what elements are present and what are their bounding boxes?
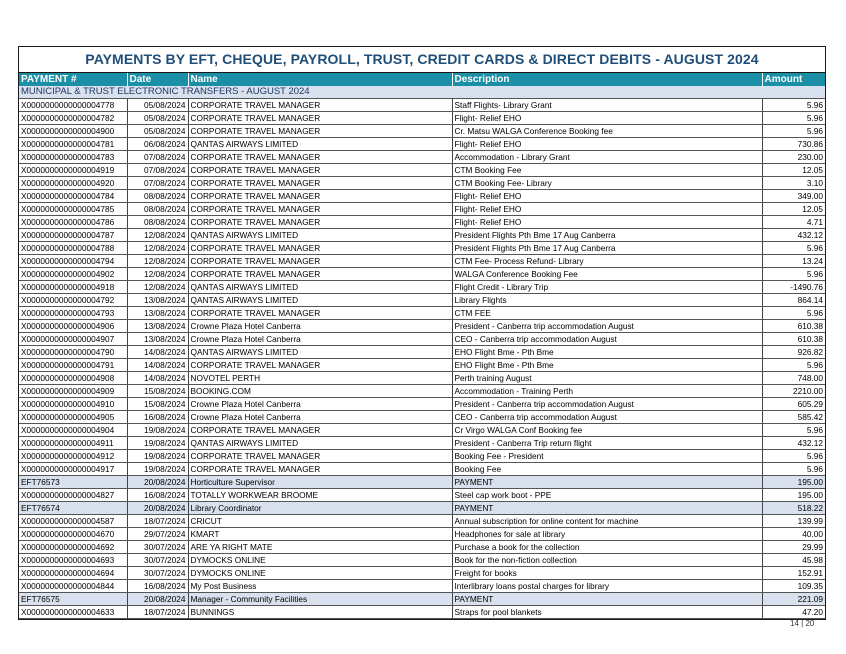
table-row xyxy=(19,268,825,281)
amount-cell: 5.96 xyxy=(762,112,825,125)
description-cell: CTM FEE xyxy=(452,307,762,320)
payee-name-cell: CORPORATE TRAVEL MANAGER xyxy=(188,255,452,268)
col-header-name: Name xyxy=(188,73,452,86)
description-cell: CEO - Canberra trip accommodation August xyxy=(452,411,762,424)
description-cell: Freight for books xyxy=(452,567,762,580)
description-cell: President - Canberra trip accommodation August xyxy=(452,320,762,333)
table-row xyxy=(19,164,825,177)
payments-report xyxy=(18,46,826,620)
payee-name-cell: BOOKING.COM xyxy=(188,385,452,398)
table-row xyxy=(19,372,825,385)
table-row xyxy=(19,541,825,554)
payee-name-cell: CORPORATE TRAVEL MANAGER xyxy=(188,450,452,463)
payee-name-cell: TOTALLY WORKWEAR BROOME xyxy=(188,489,452,502)
amount-cell: 12.05 xyxy=(762,164,825,177)
payment-number-cell: X0000000000000004790 xyxy=(19,346,127,359)
payment-number-cell: X0000000000000004918 xyxy=(19,281,127,294)
date-cell: 12/08/2024 xyxy=(127,268,188,281)
payee-name-cell: Crowne Plaza Hotel Canberra xyxy=(188,333,452,346)
amount-cell: 40.00 xyxy=(762,528,825,541)
description-cell: Interlibrary loans postal charges for library xyxy=(452,580,762,593)
amount-cell: 605.29 xyxy=(762,398,825,411)
payee-name-cell: QANTAS AIRWAYS LIMITED xyxy=(188,138,452,151)
payment-number-cell: X0000000000000004910 xyxy=(19,398,127,411)
payee-name-cell: CORPORATE TRAVEL MANAGER xyxy=(188,125,452,138)
page-separator: | xyxy=(801,619,804,628)
payment-number-cell: X0000000000000004907 xyxy=(19,333,127,346)
payment-number-cell: EFT76574 xyxy=(19,502,127,515)
date-cell: 08/08/2024 xyxy=(127,190,188,203)
payment-number-cell: X0000000000000004902 xyxy=(19,268,127,281)
amount-cell: 5.96 xyxy=(762,307,825,320)
payee-name-cell: CRICUT xyxy=(188,515,452,528)
date-cell: 13/08/2024 xyxy=(127,320,188,333)
payment-number-cell: X0000000000000004917 xyxy=(19,463,127,476)
description-cell: Perth training August xyxy=(452,372,762,385)
table-row xyxy=(19,151,825,164)
description-cell: CTM Booking Fee xyxy=(452,164,762,177)
payee-name-cell: CORPORATE TRAVEL MANAGER xyxy=(188,177,452,190)
payment-number-cell: X0000000000000004794 xyxy=(19,255,127,268)
payment-number-cell: X0000000000000004782 xyxy=(19,112,127,125)
payee-name-cell: CORPORATE TRAVEL MANAGER xyxy=(188,190,452,203)
table-row xyxy=(19,229,825,242)
payee-name-cell: QANTAS AIRWAYS LIMITED xyxy=(188,294,452,307)
date-cell: 19/08/2024 xyxy=(127,450,188,463)
payee-name-cell: Manager - Community Facilities xyxy=(188,593,452,606)
payee-name-cell: Horticulture Supervisor xyxy=(188,476,452,489)
payment-number-cell: X0000000000000004787 xyxy=(19,229,127,242)
col-header-description: Description xyxy=(452,73,762,86)
table-row xyxy=(19,424,825,437)
eft-payment-row xyxy=(19,593,825,606)
payee-name-cell: CORPORATE TRAVEL MANAGER xyxy=(188,99,452,112)
description-cell: President - Canberra trip accommodation August xyxy=(452,398,762,411)
payee-name-cell: CORPORATE TRAVEL MANAGER xyxy=(188,268,452,281)
description-cell: Flight- Relief EHO xyxy=(452,112,762,125)
table-row xyxy=(19,320,825,333)
date-cell: 13/08/2024 xyxy=(127,307,188,320)
payee-name-cell: BUNNINGS xyxy=(188,606,452,619)
amount-cell: 221.09 xyxy=(762,593,825,606)
amount-cell: 5.96 xyxy=(762,463,825,476)
payment-number-cell: EFT76573 xyxy=(19,476,127,489)
amount-cell: 926.82 xyxy=(762,346,825,359)
table-row xyxy=(19,515,825,528)
table-row xyxy=(19,138,825,151)
payment-number-cell: X0000000000000004909 xyxy=(19,385,127,398)
payment-number-cell: X0000000000000004670 xyxy=(19,528,127,541)
date-cell: 16/08/2024 xyxy=(127,489,188,502)
payee-name-cell: QANTAS AIRWAYS LIMITED xyxy=(188,437,452,450)
description-cell: President Flights Pth Bme 17 Aug Canberra xyxy=(452,229,762,242)
description-cell: Flight- Relief EHO xyxy=(452,190,762,203)
amount-cell: 5.96 xyxy=(762,424,825,437)
description-cell: Accommodation - Library Grant xyxy=(452,151,762,164)
date-cell: 05/08/2024 xyxy=(127,125,188,138)
table-row xyxy=(19,255,825,268)
table-row xyxy=(19,359,825,372)
amount-cell: 230.00 xyxy=(762,151,825,164)
date-cell: 15/08/2024 xyxy=(127,385,188,398)
amount-cell: 5.96 xyxy=(762,125,825,138)
payment-number-cell: X0000000000000004784 xyxy=(19,190,127,203)
table-row xyxy=(19,580,825,593)
payee-name-cell: My Post Business xyxy=(188,580,452,593)
payee-name-cell: CORPORATE TRAVEL MANAGER xyxy=(188,203,452,216)
description-cell: Accommodation - Training Perth xyxy=(452,385,762,398)
table-row xyxy=(19,411,825,424)
payee-name-cell: CORPORATE TRAVEL MANAGER xyxy=(188,307,452,320)
section-header-row xyxy=(19,86,825,99)
table-row xyxy=(19,528,825,541)
description-cell: Cr Virgo WALGA Conf Booking fee xyxy=(452,424,762,437)
payee-name-cell: DYMOCKS ONLINE xyxy=(188,567,452,580)
page-number: 14 xyxy=(790,619,799,628)
payments-table xyxy=(19,73,825,619)
date-cell: 16/08/2024 xyxy=(127,580,188,593)
amount-cell: 585.42 xyxy=(762,411,825,424)
description-cell: Flight- Relief EHO xyxy=(452,138,762,151)
amount-cell: -1490.76 xyxy=(762,281,825,294)
page-footer xyxy=(790,619,814,628)
payment-number-cell: X0000000000000004781 xyxy=(19,138,127,151)
table-row xyxy=(19,437,825,450)
report-title: PAYMENTS BY EFT, CHEQUE, PAYROLL, TRUST, CREDIT CARDS & DIRECT DEBITS - AUGUST 2024 xyxy=(19,47,825,73)
description-cell: Staff Flights- Library Grant xyxy=(452,99,762,112)
description-cell: Library Flights xyxy=(452,294,762,307)
amount-cell: 3.10 xyxy=(762,177,825,190)
amount-cell: 12.05 xyxy=(762,203,825,216)
table-row xyxy=(19,177,825,190)
date-cell: 12/08/2024 xyxy=(127,242,188,255)
payment-number-cell: X0000000000000004693 xyxy=(19,554,127,567)
date-cell: 30/07/2024 xyxy=(127,567,188,580)
date-cell: 05/08/2024 xyxy=(127,99,188,112)
description-cell: EHO Flight Bme - Pth Bme xyxy=(452,346,762,359)
description-cell: Booking Fee - President xyxy=(452,450,762,463)
date-cell: 18/07/2024 xyxy=(127,515,188,528)
amount-cell: 13.24 xyxy=(762,255,825,268)
date-cell: 18/07/2024 xyxy=(127,606,188,619)
amount-cell: 349.00 xyxy=(762,190,825,203)
description-cell: Flight Credit - Library Trip xyxy=(452,281,762,294)
payee-name-cell: ARE YA RIGHT MATE xyxy=(188,541,452,554)
payment-number-cell: X0000000000000004912 xyxy=(19,450,127,463)
description-cell: President Flights Pth Bme 17 Aug Canberra xyxy=(452,242,762,255)
date-cell: 16/08/2024 xyxy=(127,411,188,424)
date-cell: 07/08/2024 xyxy=(127,151,188,164)
table-row xyxy=(19,346,825,359)
date-cell: 14/08/2024 xyxy=(127,346,188,359)
payment-number-cell: X0000000000000004793 xyxy=(19,307,127,320)
col-header-date: Date xyxy=(127,73,188,86)
date-cell: 13/08/2024 xyxy=(127,294,188,307)
amount-cell: 47.20 xyxy=(762,606,825,619)
payee-name-cell: CORPORATE TRAVEL MANAGER xyxy=(188,164,452,177)
payee-name-cell: CORPORATE TRAVEL MANAGER xyxy=(188,359,452,372)
table-row xyxy=(19,385,825,398)
payment-number-cell: X0000000000000004844 xyxy=(19,580,127,593)
payee-name-cell: Crowne Plaza Hotel Canberra xyxy=(188,411,452,424)
amount-cell: 864.14 xyxy=(762,294,825,307)
payee-name-cell: CORPORATE TRAVEL MANAGER xyxy=(188,424,452,437)
payment-number-cell: X0000000000000004904 xyxy=(19,424,127,437)
payee-name-cell: Library Coordinator xyxy=(188,502,452,515)
table-row xyxy=(19,99,825,112)
amount-cell: 195.00 xyxy=(762,476,825,489)
payment-number-cell: X0000000000000004692 xyxy=(19,541,127,554)
table-row xyxy=(19,216,825,229)
description-cell: CTM Fee- Process Refund- Library xyxy=(452,255,762,268)
table-row xyxy=(19,489,825,502)
description-cell: Headphones for sale at library xyxy=(452,528,762,541)
date-cell: 19/08/2024 xyxy=(127,437,188,450)
payment-number-cell: EFT76575 xyxy=(19,593,127,606)
table-row xyxy=(19,606,825,619)
description-cell: WALGA Conference Booking Fee xyxy=(452,268,762,281)
description-cell: Flight- Relief EHO xyxy=(452,203,762,216)
table-row xyxy=(19,567,825,580)
table-row xyxy=(19,450,825,463)
date-cell: 20/08/2024 xyxy=(127,502,188,515)
description-cell: Steel cap work boot - PPE xyxy=(452,489,762,502)
payment-number-cell: X0000000000000004786 xyxy=(19,216,127,229)
date-cell: 07/08/2024 xyxy=(127,177,188,190)
amount-cell: 5.96 xyxy=(762,359,825,372)
payee-name-cell: CORPORATE TRAVEL MANAGER xyxy=(188,151,452,164)
amount-cell: 5.96 xyxy=(762,450,825,463)
amount-cell: 45.98 xyxy=(762,554,825,567)
table-row xyxy=(19,281,825,294)
payment-number-cell: X0000000000000004694 xyxy=(19,567,127,580)
payment-number-cell: X0000000000000004785 xyxy=(19,203,127,216)
description-cell: Cr. Matsu WALGA Conference Booking fee xyxy=(452,125,762,138)
description-cell: Book for the non-fiction collection xyxy=(452,554,762,567)
eft-payment-row xyxy=(19,502,825,515)
table-row xyxy=(19,125,825,138)
amount-cell: 730.86 xyxy=(762,138,825,151)
amount-cell: 2210.00 xyxy=(762,385,825,398)
payee-name-cell: KMART xyxy=(188,528,452,541)
amount-cell: 109.35 xyxy=(762,580,825,593)
date-cell: 07/08/2024 xyxy=(127,164,188,177)
table-row xyxy=(19,307,825,320)
col-header-amount: Amount xyxy=(762,73,825,86)
date-cell: 15/08/2024 xyxy=(127,398,188,411)
date-cell: 05/08/2024 xyxy=(127,112,188,125)
description-cell: Booking Fee xyxy=(452,463,762,476)
table-row xyxy=(19,398,825,411)
page-total: 20 xyxy=(805,619,815,628)
date-cell: 20/08/2024 xyxy=(127,476,188,489)
date-cell: 12/08/2024 xyxy=(127,255,188,268)
table-row xyxy=(19,294,825,307)
date-cell: 06/08/2024 xyxy=(127,138,188,151)
amount-cell: 610.38 xyxy=(762,333,825,346)
table-row xyxy=(19,333,825,346)
payment-number-cell: X0000000000000004791 xyxy=(19,359,127,372)
table-row xyxy=(19,242,825,255)
date-cell: 30/07/2024 xyxy=(127,554,188,567)
date-cell: 08/08/2024 xyxy=(127,216,188,229)
payee-name-cell: QANTAS AIRWAYS LIMITED xyxy=(188,281,452,294)
amount-cell: 152.91 xyxy=(762,567,825,580)
payment-number-cell: X0000000000000004920 xyxy=(19,177,127,190)
description-cell: Straps for pool blankets xyxy=(452,606,762,619)
amount-cell: 610.38 xyxy=(762,320,825,333)
description-cell: Flight- Relief EHO xyxy=(452,216,762,229)
payee-name-cell: Crowne Plaza Hotel Canberra xyxy=(188,398,452,411)
description-cell: CEO - Canberra trip accommodation August xyxy=(452,333,762,346)
payee-name-cell: Crowne Plaza Hotel Canberra xyxy=(188,320,452,333)
payment-number-cell: X0000000000000004905 xyxy=(19,411,127,424)
payment-number-cell: X0000000000000004778 xyxy=(19,99,127,112)
payee-name-cell: CORPORATE TRAVEL MANAGER xyxy=(188,242,452,255)
eft-payment-row xyxy=(19,476,825,489)
amount-cell: 5.96 xyxy=(762,99,825,112)
section-title: MUNICIPAL & TRUST ELECTRONIC TRANSFERS - AUGUST 2024 xyxy=(19,86,825,99)
payee-name-cell: QANTAS AIRWAYS LIMITED xyxy=(188,229,452,242)
payee-name-cell: CORPORATE TRAVEL MANAGER xyxy=(188,112,452,125)
payment-number-cell: X0000000000000004788 xyxy=(19,242,127,255)
date-cell: 29/07/2024 xyxy=(127,528,188,541)
amount-cell: 432.12 xyxy=(762,437,825,450)
date-cell: 30/07/2024 xyxy=(127,541,188,554)
table-row xyxy=(19,203,825,216)
description-cell: President - Canberra Trip return flight xyxy=(452,437,762,450)
payee-name-cell: NOVOTEL PERTH xyxy=(188,372,452,385)
date-cell: 08/08/2024 xyxy=(127,203,188,216)
description-cell: PAYMENT xyxy=(452,502,762,515)
amount-cell: 432.12 xyxy=(762,229,825,242)
amount-cell: 5.96 xyxy=(762,242,825,255)
date-cell: 12/08/2024 xyxy=(127,229,188,242)
payment-number-cell: X0000000000000004792 xyxy=(19,294,127,307)
table-row xyxy=(19,112,825,125)
description-cell: CTM Booking Fee- Library xyxy=(452,177,762,190)
table-row xyxy=(19,190,825,203)
table-row xyxy=(19,554,825,567)
description-cell: Purchase a book for the collection xyxy=(452,541,762,554)
amount-cell: 195.00 xyxy=(762,489,825,502)
payment-number-cell: X0000000000000004633 xyxy=(19,606,127,619)
description-cell: EHO Flight Bme - Pth Bme xyxy=(452,359,762,372)
payment-number-cell: X0000000000000004919 xyxy=(19,164,127,177)
payment-number-cell: X0000000000000004827 xyxy=(19,489,127,502)
amount-cell: 4.71 xyxy=(762,216,825,229)
date-cell: 19/08/2024 xyxy=(127,424,188,437)
date-cell: 19/08/2024 xyxy=(127,463,188,476)
col-header-payment: PAYMENT # xyxy=(19,73,127,86)
amount-cell: 5.96 xyxy=(762,268,825,281)
payee-name-cell: QANTAS AIRWAYS LIMITED xyxy=(188,346,452,359)
description-cell: PAYMENT xyxy=(452,593,762,606)
table-row xyxy=(19,463,825,476)
payee-name-cell: CORPORATE TRAVEL MANAGER xyxy=(188,463,452,476)
date-cell: 14/08/2024 xyxy=(127,359,188,372)
amount-cell: 139.99 xyxy=(762,515,825,528)
payment-number-cell: X0000000000000004911 xyxy=(19,437,127,450)
payee-name-cell: CORPORATE TRAVEL MANAGER xyxy=(188,216,452,229)
payment-number-cell: X0000000000000004906 xyxy=(19,320,127,333)
date-cell: 14/08/2024 xyxy=(127,372,188,385)
payment-number-cell: X0000000000000004587 xyxy=(19,515,127,528)
description-cell: Annual subscription for online content for machine xyxy=(452,515,762,528)
date-cell: 20/08/2024 xyxy=(127,593,188,606)
table-header-row xyxy=(19,73,825,86)
payment-number-cell: X0000000000000004900 xyxy=(19,125,127,138)
amount-cell: 29.99 xyxy=(762,541,825,554)
payee-name-cell: DYMOCKS ONLINE xyxy=(188,554,452,567)
description-cell: PAYMENT xyxy=(452,476,762,489)
amount-cell: 748.00 xyxy=(762,372,825,385)
payment-number-cell: X0000000000000004783 xyxy=(19,151,127,164)
payment-number-cell: X0000000000000004908 xyxy=(19,372,127,385)
date-cell: 12/08/2024 xyxy=(127,281,188,294)
date-cell: 13/08/2024 xyxy=(127,333,188,346)
amount-cell: 518.22 xyxy=(762,502,825,515)
